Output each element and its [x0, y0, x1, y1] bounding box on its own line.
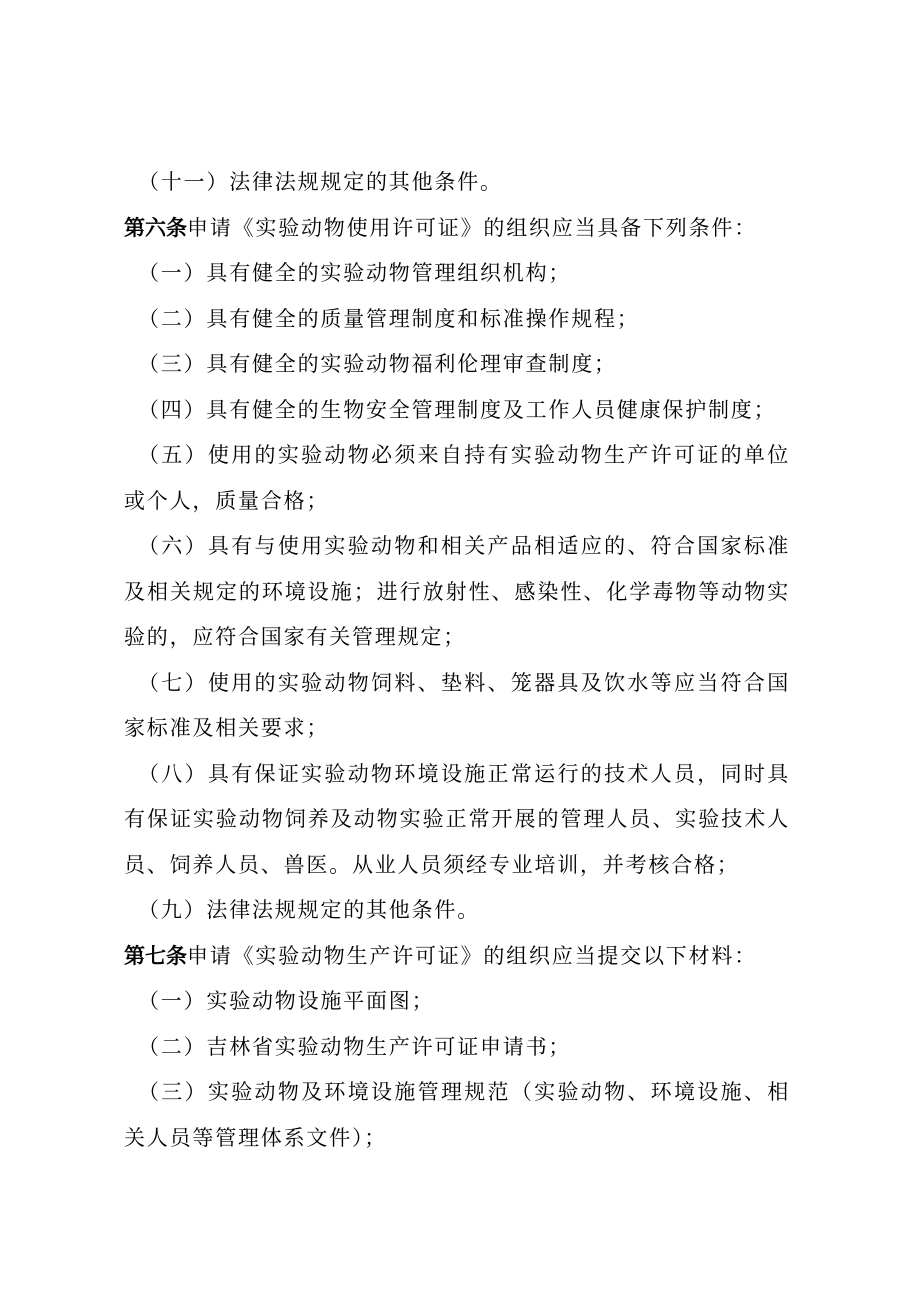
article-6-item-2: （二）具有健全的质量管理制度和标准操作规程； [138, 306, 640, 331]
article-6-item-4: （四）具有健全的生物安全管理制度及工作人员健康保护制度； [138, 397, 777, 422]
article-7-text: 申请《实验动物生产许可证》的组织应当提交以下材料： [187, 943, 757, 968]
article-6-item-8: （八）具有保证实验动物环境设施正常运行的技术人员，同时具有保证实验动物饲养及动物实验正常开展的管理人员、实验技术人员、饲养人员、兽医。从业人员须经专业培训，并考核合格； [124, 761, 790, 877]
article-6-title: 第六条 [124, 215, 187, 240]
article-6-text: 申请《实验动物使用许可证》的组织应当具备下列条件： [187, 215, 757, 240]
article-6 [124, 206, 790, 252]
article-7-item-2: （二）吉林省实验动物生产许可证申请书； [138, 1034, 572, 1059]
article-6-item-7: （七）使用的实验动物饲料、垫料、笼器具及饮水等应当符合国家标准及相关要求； [124, 670, 790, 740]
condition-item-11: （十一）法律法规规定的其他条件。 [138, 170, 503, 194]
article-7-title: 第七条 [124, 943, 187, 968]
article-7-item-1: （一）实验动物设施平面图； [138, 989, 435, 1013]
document-body [124, 160, 790, 1161]
article-7-item-3: （三）实验动物及环境设施管理规范（实验动物、环境设施、相关人员等管理体系文件）； [124, 1080, 790, 1150]
article-6-item-9: （九）法律法规规定的其他条件。 [138, 898, 480, 922]
article-6-item-6: （六）具有与使用实验动物和相关产品相适应的、符合国家标准及相关规定的环境设施；进行放射性、感染性、化学毒物等动物实验的，应符合国家有关管理规定； [124, 534, 790, 649]
article-6-item-5: （五）使用的实验动物必须来自持有实验动物生产许可证的单位或个人，质量合格； [124, 443, 790, 513]
article-7 [124, 934, 790, 980]
article-6-item-1: （一）具有健全的实验动物管理组织机构； [138, 261, 572, 285]
article-6-item-3: （三）具有健全的实验动物福利伦理审查制度； [138, 352, 617, 376]
